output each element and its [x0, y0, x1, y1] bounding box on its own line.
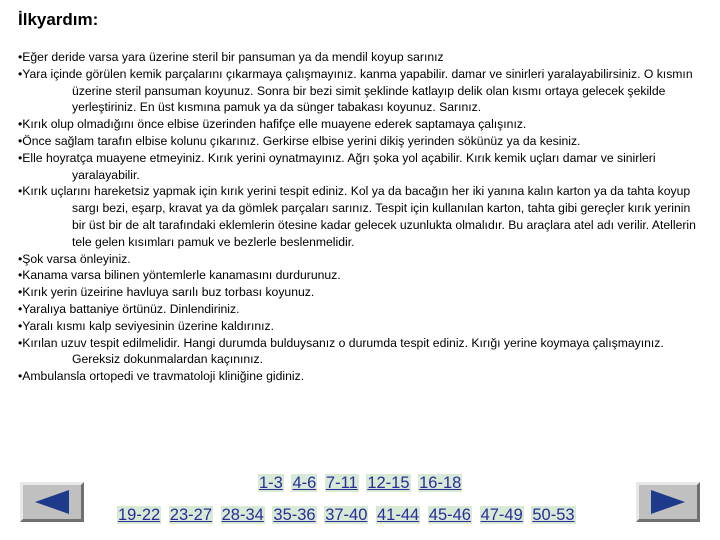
list-item: •Kırılan uzuv tespit edilmelidir. Hangi durumda bulduysanız o durumda tespit ediniz. Kırığı yerine koymaya çalışmayınız. Gereksiz dokunmalardan kaçınınız.: [18, 335, 664, 367]
page-link-16-18[interactable]: 16-18: [419, 474, 462, 492]
page-link-50-53[interactable]: 50-53: [532, 506, 575, 524]
page-link-37-40[interactable]: 37-40: [325, 506, 368, 524]
list-item: •Şok varsa önleyiniz.: [18, 251, 131, 266]
page-title: İlkyardım:: [18, 10, 99, 29]
list-item: •Önce sağlam tarafın elbise kolunu çıkarınız. Gerkirse elbise yerini dikiş yerinden sökünüz ya da kesiniz.: [18, 133, 581, 148]
page-link-1-3[interactable]: 1-3: [259, 474, 283, 492]
page-links-row-2: [117, 506, 579, 525]
page-link-41-44[interactable]: 41-44: [376, 506, 420, 524]
page-link-45-46[interactable]: 45-46: [428, 506, 471, 524]
page-link-4-6[interactable]: 4-6: [292, 474, 317, 492]
list-item: •Elle hoyratça muayene etmeyiniz. Kırık yerini oynatmayınız. Ağrı şoka yol açabilir. Kırık kemik uçları damar ve sinirleri yaralayabilir.: [18, 150, 656, 182]
list-item: •Ambulansla ortopedi ve travmatoloji kliniğine gidiniz.: [18, 369, 305, 384]
next-page-button[interactable]: [636, 482, 700, 522]
page-link-47-49[interactable]: 47-49: [480, 506, 523, 524]
list-item: •Eğer deride varsa yara üzerine steril bir pansuman ya da mendil koyup sarınız: [18, 50, 444, 64]
page-link-7-11[interactable]: 7-11: [325, 474, 358, 492]
page-link-19-22[interactable]: 19-22: [118, 506, 161, 524]
list-item: •Kanama varsa bilinen yöntemlerle kanamasını durdurunuz.: [18, 268, 341, 283]
list-item: •Kırık yerin üzeirine havluya sarılı buz torbası koyunuz.: [18, 285, 315, 300]
triangle-right-icon: [648, 489, 688, 515]
previous-page-button[interactable]: [20, 482, 84, 522]
page-link-12-15[interactable]: 12-15: [367, 474, 410, 492]
list-item: •Kırık uçlarını hareketsiz yapmak için kırık yerini tespit ediniz. Kol ya da bacağın her iki yanına kalın karton ya da tahta koyup sargı bezi, eşarp, kravat ya da gömlek parçaları sarınız. Tespit için kullanılan karton, tahta gibi gereçler kırık yerinin bir üst bir de alt tarafındaki eklemlerin ötesine kadar gelecek uzunlukta olmalıdır. Bu araçlara atel adı verilir. Atellerin tele gelen kısımları pamuk ve bezlerle beslenmelidir.: [18, 184, 696, 249]
page-links-row-1: [258, 474, 465, 493]
list-item: •Yaralıya battaniye örtünüz. Dinlendiriniz.: [18, 301, 240, 316]
first-aid-list: [18, 49, 698, 385]
list-item: •Kırık olup olmadığını önce elbise üzerinden hafifçe elle muayene ederek saptamaya çalışınız.: [18, 117, 527, 132]
triangle-left-icon: [32, 489, 72, 515]
page-link-23-27[interactable]: 23-27: [169, 506, 212, 524]
list-item: •Yara içinde görülen kemik parçalarını çıkarmaya çalışmayınız. kanma yapabilir. damar ve sinirleri yaralayabilirsiniz. O kısmın üzerine steril pansuman koyunuz. Sonra bir bezi simit şeklinde katlayıp delik olan kısmı ortaya gelecek şekilde yerleştiriniz. En üst kısmına pamuk ya da sünger tabakası koyunuz. Sarınız.: [18, 66, 693, 115]
page-link-35-36[interactable]: 35-36: [273, 506, 316, 524]
list-item: •Yaralı kısmı kalp seviyesinin üzerine kaldırınız.: [18, 318, 275, 333]
page-link-28-34[interactable]: 28-34: [221, 506, 264, 524]
